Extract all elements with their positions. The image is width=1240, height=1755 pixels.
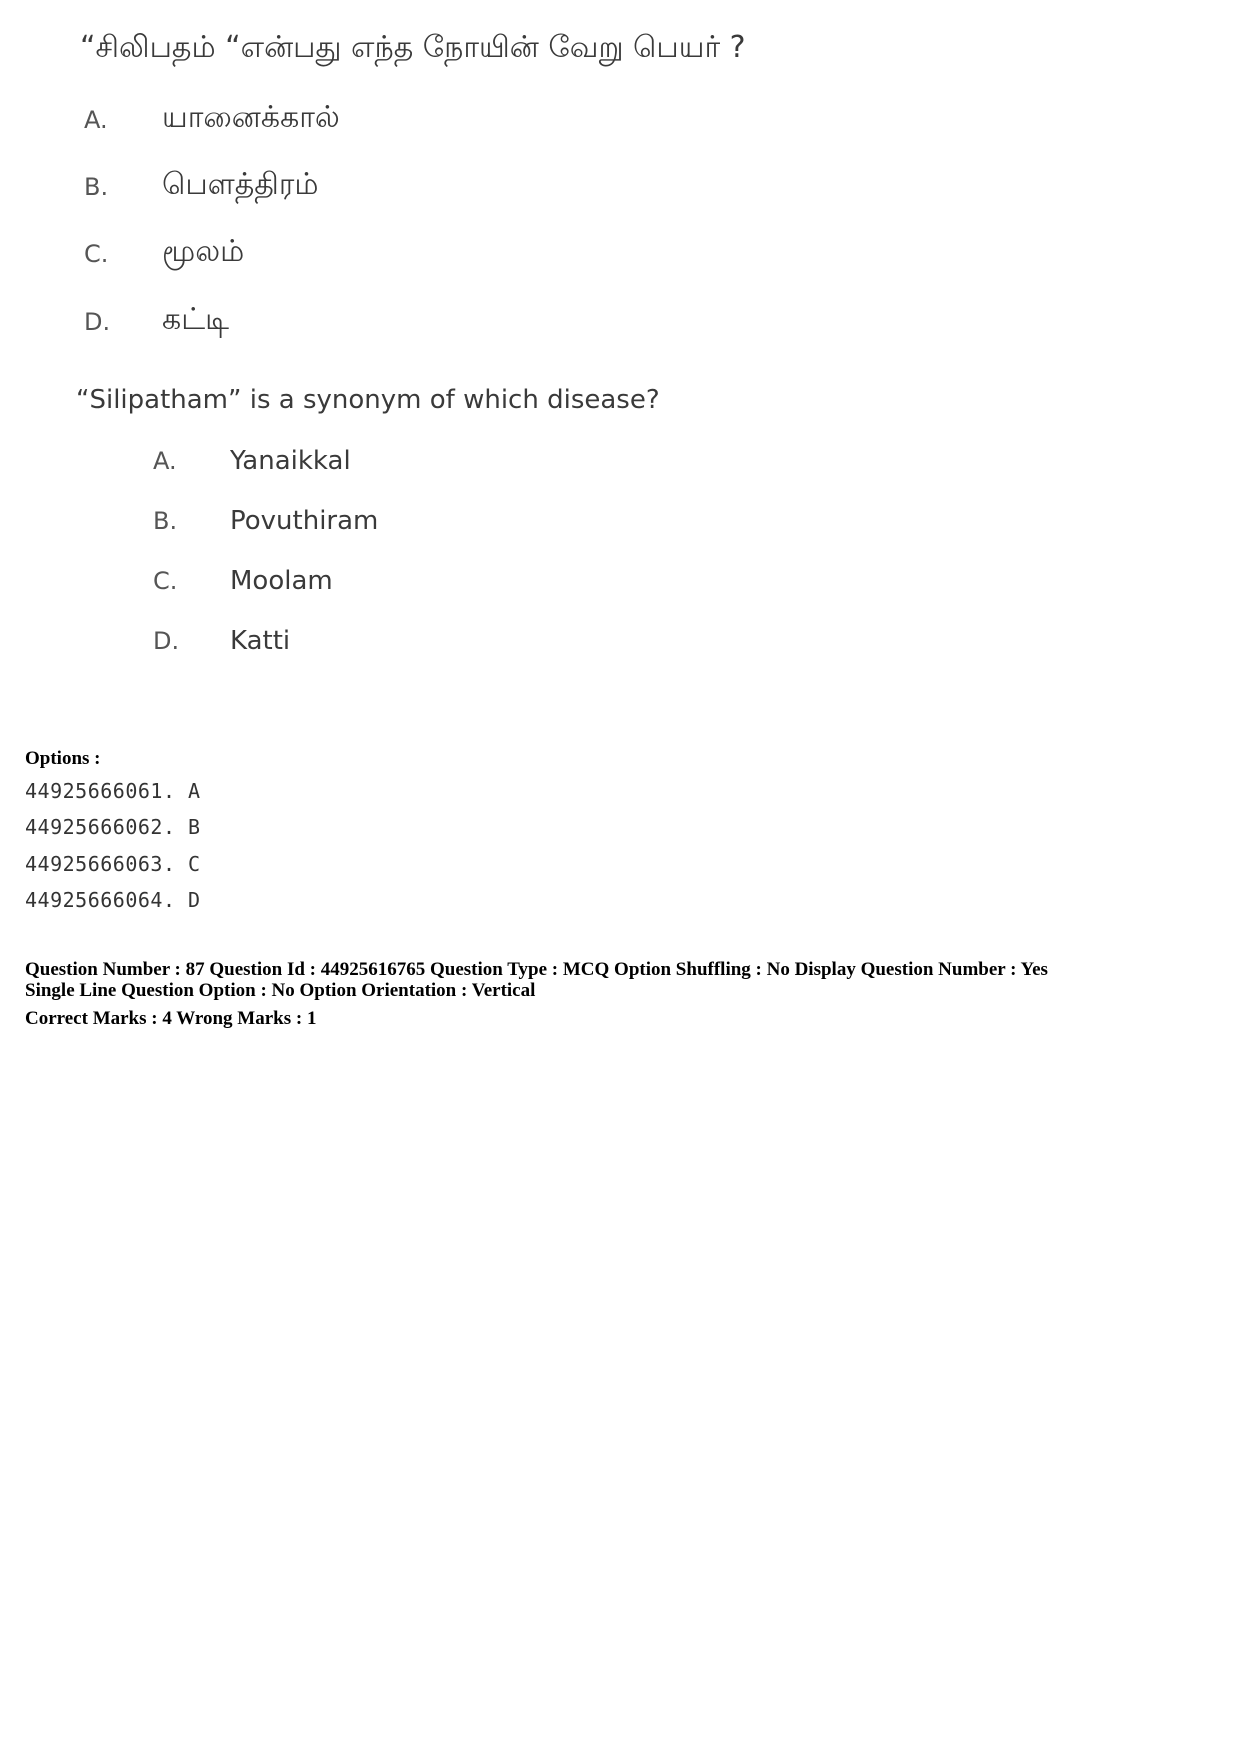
tamil-option-c: [84, 234, 244, 273]
option-label: C.: [153, 567, 178, 595]
option-id-c: 44925666063. C: [25, 852, 201, 876]
option-label: A.: [153, 447, 177, 475]
option-text: பௌத்திரம்: [162, 167, 319, 202]
english-option-c: [153, 566, 333, 596]
marks-line: Correct Marks : 4 Wrong Marks : 1: [25, 1008, 317, 1029]
option-text: யானைக்கால்: [162, 100, 340, 135]
option-text: Yanaikkal: [230, 446, 351, 476]
option-text: Katti: [230, 626, 291, 656]
option-id-a: 44925666061. A: [25, 779, 201, 803]
option-label: B.: [153, 507, 178, 535]
options-heading: Options :: [25, 748, 101, 769]
option-id-d: 44925666064. D: [25, 888, 201, 912]
tamil-option-a: [84, 100, 340, 139]
english-question-text: “Silipatham” is a synonym of which disease?: [76, 385, 660, 415]
option-label: B.: [84, 172, 109, 201]
option-text: Moolam: [230, 566, 333, 596]
option-id-b: 44925666062. B: [25, 815, 201, 839]
question-image: [0, 0, 1240, 690]
english-option-b: [153, 506, 378, 536]
option-text: கட்டி: [162, 302, 229, 337]
question-meta-line-1: Question Number : 87 Question Id : 44925616765 Question Type : MCQ Option Shuffling : No Display Question Number : Yes: [25, 959, 1048, 980]
tamil-option-d: [84, 302, 229, 341]
english-option-a: [153, 446, 351, 476]
option-label: A.: [84, 105, 108, 134]
option-label: D.: [153, 627, 180, 655]
option-label: D.: [84, 307, 111, 336]
question-meta-line-2: Single Line Question Option : No Option Orientation : Vertical: [25, 980, 536, 1001]
tamil-option-b: [84, 167, 319, 206]
option-text: Povuthiram: [230, 506, 379, 536]
tamil-question-text: “சிலிபதம் “என்பது எந்த நோயின் வேறு பெயர் ?: [80, 30, 746, 65]
option-label: C.: [84, 239, 109, 268]
english-option-d: [153, 626, 290, 656]
option-text: மூலம்: [162, 234, 245, 269]
